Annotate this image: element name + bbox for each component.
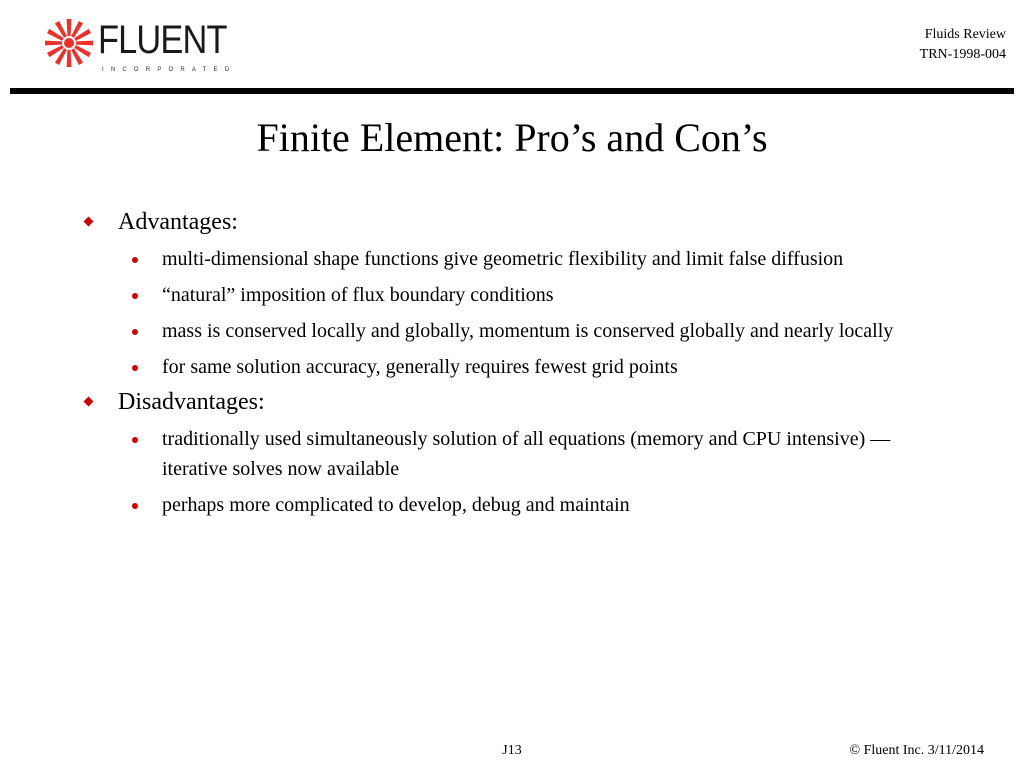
document-number: TRN-1998-004 [919,47,1006,62]
list-item [82,490,962,520]
list-item [82,424,962,484]
list-item-text: perhaps more complicated to develop, debug and maintain [162,494,630,516]
diamond-bullet-icon [84,397,94,407]
header-divider [10,88,1014,94]
list-item [82,352,962,382]
list-item [82,280,962,310]
document-meta [920,25,1006,65]
dot-bullet-icon [132,329,138,335]
dot-bullet-icon [132,437,138,443]
dot-bullet-icon [132,257,138,263]
disadvantages-list [82,424,962,520]
slide-content [82,208,962,526]
list-item [82,244,962,274]
section-disadvantages [82,388,962,520]
advantages-list [82,244,962,382]
list-item-text: multi-dimensional shape functions give geometric flexibility and limit false diffusion [162,248,844,270]
slide-title: Finite Element: Pro’s and Con’s [256,115,768,160]
dot-bullet-icon [132,293,138,299]
list-item-text: for same solution accuracy, generally requires fewest grid points [162,356,678,378]
page-number: J13 [502,743,522,758]
company-logo [40,14,237,73]
starburst-logo-icon [44,18,94,68]
section-label: Disadvantages: [118,389,265,415]
logo-subtitle: INCORPORATED [102,67,237,73]
list-item [82,316,962,346]
section-advantages [82,208,962,382]
document-title: Fluids Review [924,27,1006,42]
list-item-text: traditionally used simultaneously solution of all equations (memory and CPU intensive) — iterative solves now available [162,428,891,480]
dot-bullet-icon [132,365,138,371]
diamond-bullet-icon [84,217,94,227]
copyright-notice: © Fluent Inc. 3/11/2014 [849,743,984,758]
logo-wordmark: FLUENT [98,18,227,62]
dot-bullet-icon [132,503,138,509]
section-label: Advantages: [118,209,238,235]
list-item-text: “natural” imposition of flux boundary conditions [162,284,554,306]
list-item-text: mass is conserved locally and globally, momentum is conserved globally and nearly locally [162,320,894,342]
